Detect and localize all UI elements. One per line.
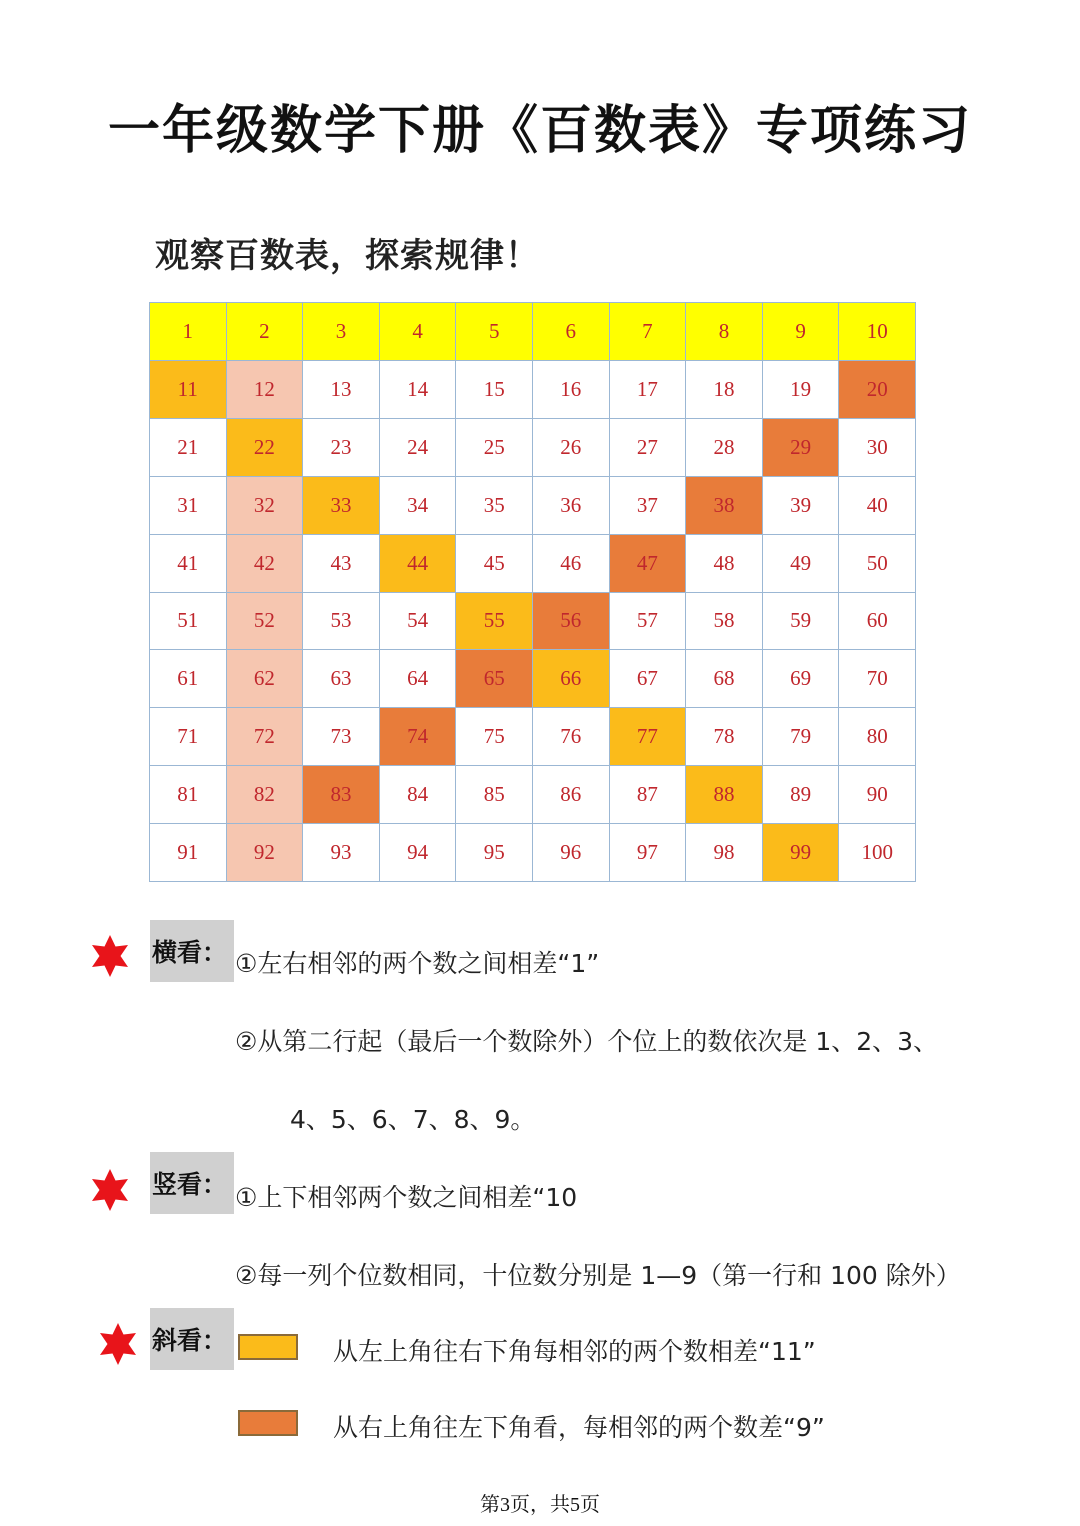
- chart-cell: 44: [380, 535, 457, 593]
- chart-cell: 93: [303, 824, 380, 882]
- chart-cell: 89: [763, 766, 840, 824]
- diagonal-label: 斜看：: [150, 1308, 234, 1370]
- chart-cell: 85: [456, 766, 533, 824]
- chart-cell: 99: [763, 824, 840, 882]
- vertical-rule-2: ②每一列个位数相同，十位数分别是 1—9（第一行和 100 除外）: [235, 1261, 961, 1290]
- chart-cell: 40: [839, 477, 916, 535]
- chart-cell: 71: [150, 708, 227, 766]
- chart-cell: 32: [227, 477, 304, 535]
- chart-cell: 48: [686, 535, 763, 593]
- chart-cell: 49: [763, 535, 840, 593]
- chart-cell: 90: [839, 766, 916, 824]
- chart-cell: 97: [610, 824, 687, 882]
- chart-cell: 31: [150, 477, 227, 535]
- chart-cell: 34: [380, 477, 457, 535]
- vertical-rule-1: ①上下相邻两个数之间相差“10: [235, 1183, 578, 1212]
- chart-cell: 56: [533, 593, 610, 651]
- chart-cell: 36: [533, 477, 610, 535]
- chart-cell: 30: [839, 419, 916, 477]
- page-title: 一年级数学下册《百数表》专项练习: [107, 101, 972, 161]
- chart-cell: 43: [303, 535, 380, 593]
- chart-cell: 87: [610, 766, 687, 824]
- chart-cell: 80: [839, 708, 916, 766]
- chart-cell: 24: [380, 419, 457, 477]
- chart-cell: 83: [303, 766, 380, 824]
- horizontal-rule-2-cont: 4、5、6、7、8、9。: [290, 1105, 536, 1134]
- chart-cell: 50: [839, 535, 916, 593]
- chart-cell: 81: [150, 766, 227, 824]
- chart-cell: 21: [150, 419, 227, 477]
- chart-cell: 6: [533, 303, 610, 361]
- chart-cell: 68: [686, 650, 763, 708]
- red-star-icon: [96, 1322, 140, 1366]
- diagonal-9-swatch: [238, 1410, 298, 1436]
- chart-cell: 39: [763, 477, 840, 535]
- chart-cell: 18: [686, 361, 763, 419]
- chart-cell: 42: [227, 535, 304, 593]
- chart-cell: 38: [686, 477, 763, 535]
- chart-cell: 23: [303, 419, 380, 477]
- chart-cell: 41: [150, 535, 227, 593]
- chart-cell: 61: [150, 650, 227, 708]
- chart-cell: 15: [456, 361, 533, 419]
- diagonal-rule-1: 从左上角往右下角每相邻的两个数相差“11”: [333, 1337, 816, 1366]
- chart-cell: 35: [456, 477, 533, 535]
- chart-cell: 67: [610, 650, 687, 708]
- chart-cell: 72: [227, 708, 304, 766]
- chart-cell: 96: [533, 824, 610, 882]
- chart-cell: 14: [380, 361, 457, 419]
- chart-cell: 17: [610, 361, 687, 419]
- chart-cell: 55: [456, 593, 533, 651]
- chart-cell: 3: [303, 303, 380, 361]
- chart-cell: 29: [763, 419, 840, 477]
- chart-cell: 76: [533, 708, 610, 766]
- chart-cell: 2: [227, 303, 304, 361]
- chart-cell: 63: [303, 650, 380, 708]
- horizontal-rule-2: ②从第二行起（最后一个数除外）个位上的数依次是 1、2、3、: [235, 1027, 939, 1056]
- chart-cell: 20: [839, 361, 916, 419]
- chart-cell: 79: [763, 708, 840, 766]
- chart-cell: 100: [839, 824, 916, 882]
- chart-cell: 82: [227, 766, 304, 824]
- chart-cell: 65: [456, 650, 533, 708]
- chart-cell: 91: [150, 824, 227, 882]
- chart-cell: 37: [610, 477, 687, 535]
- chart-cell: 27: [610, 419, 687, 477]
- page-footer: 第3页，共5页: [480, 1494, 600, 1516]
- chart-cell: 12: [227, 361, 304, 419]
- chart-cell: 98: [686, 824, 763, 882]
- chart-cell: 4: [380, 303, 457, 361]
- chart-cell: 51: [150, 593, 227, 651]
- chart-cell: 69: [763, 650, 840, 708]
- chart-cell: 94: [380, 824, 457, 882]
- diagonal-rule-2: 从右上角往左下角看，每相邻的两个数差“9”: [333, 1413, 825, 1442]
- chart-cell: 86: [533, 766, 610, 824]
- chart-cell: 78: [686, 708, 763, 766]
- diagonal-11-swatch: [238, 1334, 298, 1360]
- chart-cell: 70: [839, 650, 916, 708]
- chart-cell: 75: [456, 708, 533, 766]
- hundred-chart: [149, 302, 916, 882]
- chart-cell: 13: [303, 361, 380, 419]
- chart-cell: 9: [763, 303, 840, 361]
- chart-cell: 1: [150, 303, 227, 361]
- chart-cell: 19: [763, 361, 840, 419]
- red-star-icon: [88, 934, 132, 978]
- horizontal-rule-1: ①左右相邻的两个数之间相差“1”: [235, 949, 600, 978]
- chart-cell: 58: [686, 593, 763, 651]
- chart-cell: 73: [303, 708, 380, 766]
- chart-cell: 52: [227, 593, 304, 651]
- chart-cell: 46: [533, 535, 610, 593]
- chart-cell: 84: [380, 766, 457, 824]
- chart-cell: 92: [227, 824, 304, 882]
- page-subtitle: 观察百数表，探索规律！: [155, 236, 540, 276]
- chart-cell: 16: [533, 361, 610, 419]
- chart-cell: 62: [227, 650, 304, 708]
- chart-cell: 25: [456, 419, 533, 477]
- chart-cell: 74: [380, 708, 457, 766]
- chart-cell: 60: [839, 593, 916, 651]
- red-star-icon: [88, 1168, 132, 1212]
- chart-cell: 88: [686, 766, 763, 824]
- chart-cell: 54: [380, 593, 457, 651]
- chart-cell: 8: [686, 303, 763, 361]
- chart-cell: 10: [839, 303, 916, 361]
- chart-cell: 33: [303, 477, 380, 535]
- chart-cell: 57: [610, 593, 687, 651]
- chart-cell: 11: [150, 361, 227, 419]
- chart-cell: 28: [686, 419, 763, 477]
- chart-cell: 26: [533, 419, 610, 477]
- chart-cell: 22: [227, 419, 304, 477]
- chart-cell: 53: [303, 593, 380, 651]
- chart-cell: 7: [610, 303, 687, 361]
- chart-cell: 95: [456, 824, 533, 882]
- chart-cell: 77: [610, 708, 687, 766]
- vertical-label: 竖看：: [150, 1152, 234, 1214]
- chart-cell: 45: [456, 535, 533, 593]
- chart-cell: 59: [763, 593, 840, 651]
- chart-cell: 64: [380, 650, 457, 708]
- horizontal-label: 横看：: [150, 920, 234, 982]
- chart-cell: 47: [610, 535, 687, 593]
- chart-cell: 66: [533, 650, 610, 708]
- chart-cell: 5: [456, 303, 533, 361]
